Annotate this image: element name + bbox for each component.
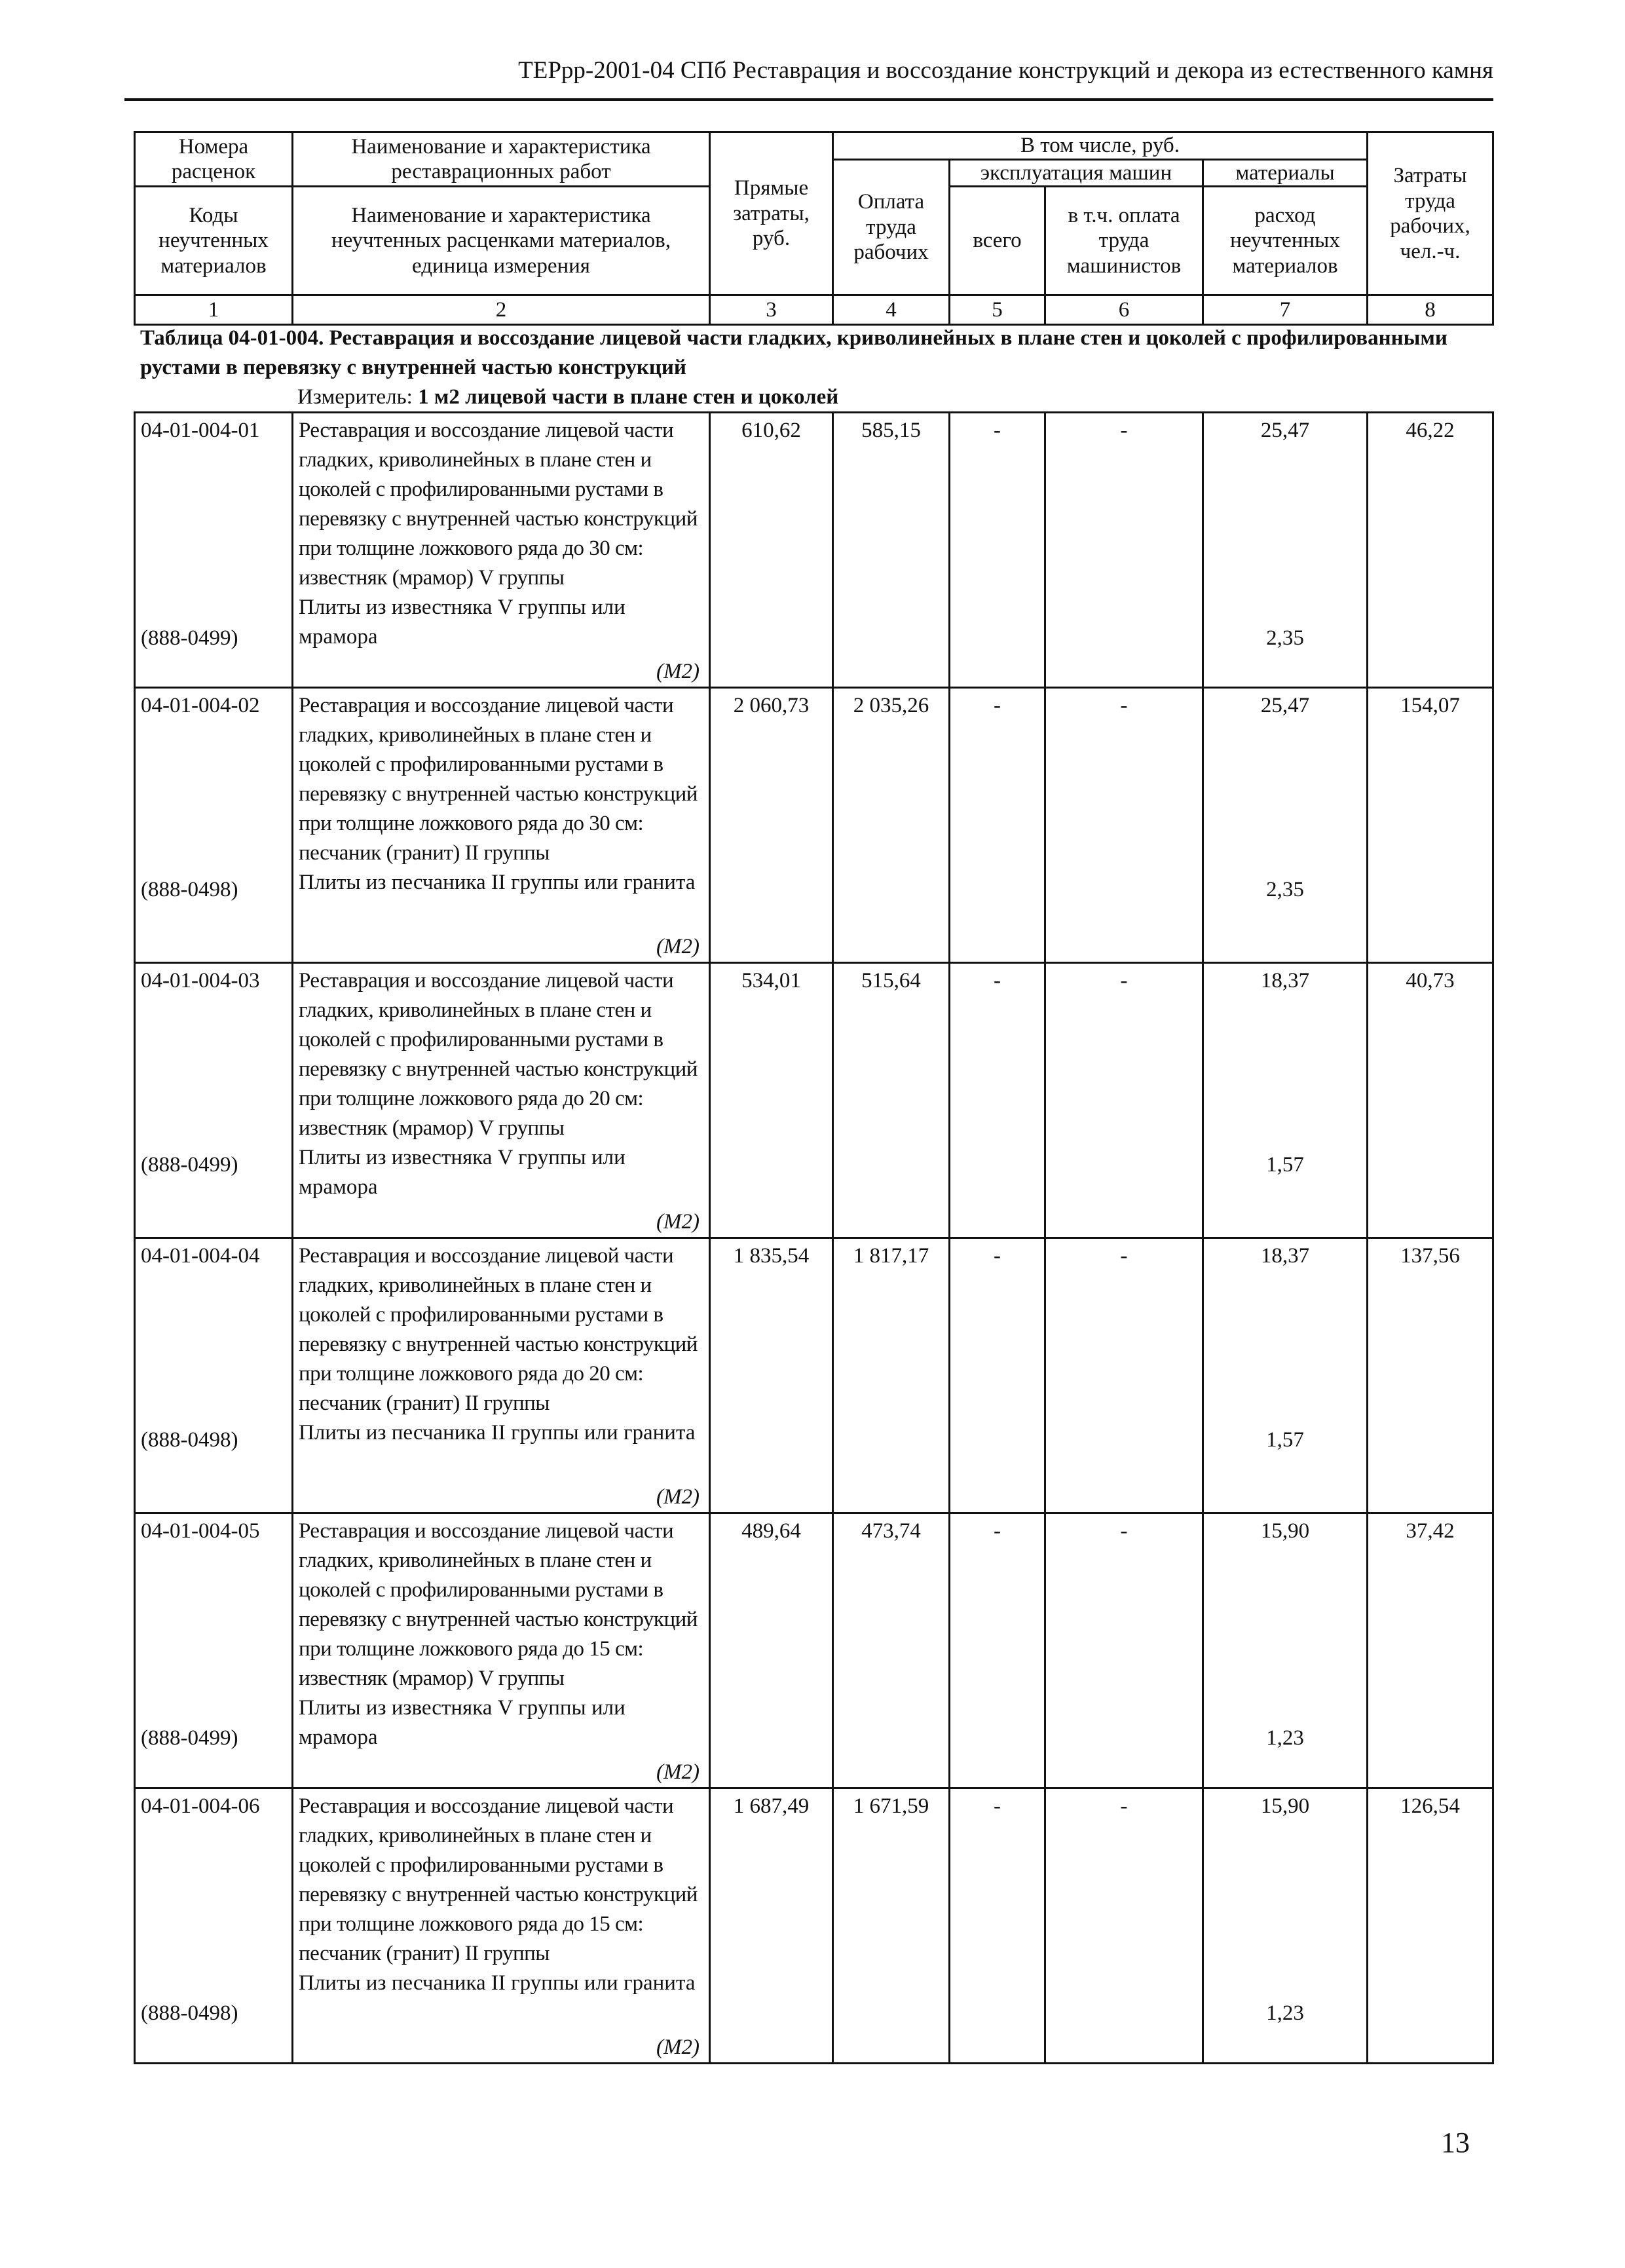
direct-costs: 534,01: [710, 963, 833, 1238]
table-row: [135, 1788, 1493, 2064]
labor-costs: 37,42: [1368, 1513, 1493, 1788]
unit-of-measure: (М2): [656, 2035, 700, 2059]
material-name: Плиты из песчаника II группы или гранита: [299, 1971, 696, 1995]
material-quantity: 2,35: [1266, 626, 1304, 650]
unit-of-measure: (М2): [656, 1210, 700, 1234]
material-code: (888-0498): [141, 1428, 238, 1452]
work-description: Реставрация и воссоздание лицевой части гладких, криволинейных в плане стен и цоколей с профилированными рустами в перевязку с внутренней частью конструкций при толщине ложкового ряда до 15 см: песчаник (гранит) II группы: [299, 1794, 698, 1965]
machinists-wages: -: [1045, 1238, 1203, 1513]
material-quantity: 1,57: [1266, 1428, 1304, 1452]
col-number: 5: [950, 295, 1045, 325]
description-cell: [293, 688, 710, 963]
table-row: [135, 413, 1493, 688]
labor-costs: 137,56: [1368, 1238, 1493, 1513]
code-cell: [135, 1788, 293, 2064]
worker-wages: 473,74: [833, 1513, 950, 1788]
machines-total: -: [950, 1513, 1045, 1788]
code-cell: [135, 688, 293, 963]
table-title: Таблица 04-01-004. Реставрация и воссоздание лицевой части гладких, криволинейных в плане стен и цоколей с профилированными рустами в перевязку с внутренней частью конструкций: [140, 326, 1448, 379]
table-row: [135, 688, 1493, 963]
header-labor: Затраты труда рабочих, чел.-ч.: [1368, 132, 1493, 295]
machinists-wages: -: [1045, 1513, 1203, 1788]
work-description: Реставрация и воссоздание лицевой части гладких, криволинейных в плане стен и цоколей с профилированными рустами в перевязку с внутренней частью конструкций при толщине ложкового ряда до 30 см: песчаник (гранит) II группы: [299, 694, 698, 865]
table-row: [135, 1238, 1493, 1513]
unit-of-measure: (М2): [656, 660, 700, 683]
code-cell: [135, 963, 293, 1238]
material-quantity: 1,23: [1266, 1726, 1304, 1750]
machines-total: -: [950, 1788, 1045, 2064]
work-description: Реставрация и воссоздание лицевой части гладких, криволинейных в плане стен и цоколей с профилированными рустами в перевязку с внутренней частью конструкций при толщине ложкового ряда до 20 см: известняк (мрамор) V группы: [299, 969, 698, 1140]
machinists-wages: -: [1045, 688, 1203, 963]
rate-code: 04-01-004-03: [141, 969, 260, 992]
work-description: Реставрация и воссоздание лицевой части гладких, криволинейных в плане стен и цоколей с профилированными рустами в перевязку с внутренней частью конструкций при толщине ложкового ряда до 30 см: известняк (мрамор) V группы: [299, 419, 698, 590]
material-code: (888-0498): [141, 878, 238, 901]
materials-cost: 25,47: [1260, 419, 1310, 442]
materials-cost: 25,47: [1260, 694, 1310, 717]
machinists-wages: -: [1045, 1788, 1203, 2064]
col-number: 1: [135, 295, 293, 325]
rate-code: 04-01-004-01: [141, 419, 260, 442]
header-rate-numbers: Номера расценок: [135, 132, 293, 187]
unit-of-measure: (М2): [656, 1760, 700, 1784]
materials-cell: [1203, 1513, 1368, 1788]
materials-cost: 18,37: [1260, 1244, 1310, 1268]
header-material-codes: Коды неучтенных материалов: [135, 187, 293, 295]
labor-costs: 154,07: [1368, 688, 1493, 963]
direct-costs: 2 060,73: [710, 688, 833, 963]
rate-code: 04-01-004-04: [141, 1244, 260, 1268]
worker-wages: 585,15: [833, 413, 950, 688]
header-material-name: Наименование и характеристика неучтенных расценками материалов, единица измерения: [293, 187, 710, 295]
header-direct-costs: Прямые затраты, руб.: [710, 132, 833, 295]
material-quantity: 1,57: [1266, 1153, 1304, 1177]
unit-of-measure: (М2): [656, 935, 700, 958]
machines-total: -: [950, 413, 1045, 688]
material-quantity: 1,23: [1266, 2001, 1304, 2025]
table-row: [135, 963, 1493, 1238]
rate-code: 04-01-004-05: [141, 1519, 260, 1543]
materials-cell: [1203, 963, 1368, 1238]
header-unaccounted-materials: расход неучтенных материалов: [1203, 187, 1368, 295]
table-row: [135, 1513, 1493, 1788]
code-cell: [135, 1513, 293, 1788]
materials-cell: [1203, 413, 1368, 688]
materials-cell: [1203, 1788, 1368, 2064]
machines-total: -: [950, 688, 1045, 963]
materials-cost: 18,37: [1260, 969, 1310, 992]
worker-wages: 1 817,17: [833, 1238, 950, 1513]
labor-costs: 40,73: [1368, 963, 1493, 1238]
header-wages: Оплата труда рабочих: [833, 159, 950, 295]
header-rule: [124, 98, 1493, 101]
material-quantity: 2,35: [1266, 878, 1304, 901]
work-description: Реставрация и воссоздание лицевой части гладких, криволинейных в плане стен и цоколей с профилированными рустами в перевязку с внутренней частью конструкций при толщине ложкового ряда до 15 см: известняк (мрамор) V группы: [299, 1519, 698, 1690]
direct-costs: 489,64: [710, 1513, 833, 1788]
labor-costs: 126,54: [1368, 1788, 1493, 2064]
description-cell: [293, 1788, 710, 2064]
materials-cost: 15,90: [1260, 1519, 1310, 1543]
description-cell: [293, 1238, 710, 1513]
measure-line: [140, 383, 1489, 412]
header-machines-total: всего: [950, 187, 1045, 295]
table-caption: [140, 324, 1489, 412]
unit-of-measure: (М2): [656, 1485, 700, 1509]
rates-table: [134, 411, 1494, 2064]
direct-costs: 610,62: [710, 413, 833, 688]
header-work-name: Наименование и характеристика реставрационных работ: [293, 132, 710, 187]
header-machinists-wages: в т.ч. оплата труда машинистов: [1045, 187, 1203, 295]
worker-wages: 2 035,26: [833, 688, 950, 963]
material-name: Плиты из известняка V группы или мрамора: [299, 1146, 626, 1199]
material-name: Плиты из песчаника II группы или гранита: [299, 871, 696, 894]
labor-costs: 46,22: [1368, 413, 1493, 688]
col-number: 8: [1368, 295, 1493, 325]
worker-wages: 515,64: [833, 963, 950, 1238]
col-number: 6: [1045, 295, 1203, 325]
material-name: Плиты из песчаника II группы или гранита: [299, 1421, 696, 1445]
running-head: ТЕРрр-2001-04 СПб Реставрация и воссоздание конструкций и декора из естественного камня: [518, 57, 1493, 84]
code-cell: [135, 413, 293, 688]
material-name: Плиты из известняка V группы или мрамора: [299, 595, 626, 649]
measure-label: Измеритель:: [297, 385, 413, 409]
description-cell: [293, 413, 710, 688]
material-name: Плиты из известняка V группы или мрамора: [299, 1696, 626, 1749]
col-number: 3: [710, 295, 833, 325]
worker-wages: 1 671,59: [833, 1788, 950, 2064]
col-number: 4: [833, 295, 950, 325]
material-code: (888-0499): [141, 1726, 238, 1750]
header-including: В том числе, руб.: [833, 132, 1368, 160]
code-cell: [135, 1238, 293, 1513]
column-header-table: [134, 131, 1494, 326]
direct-costs: 1 687,49: [710, 1788, 833, 2064]
header-materials: материалы: [1203, 159, 1368, 187]
material-code: (888-0499): [141, 1153, 238, 1177]
material-code: (888-0499): [141, 626, 238, 650]
material-code: (888-0498): [141, 2001, 238, 2025]
machinists-wages: -: [1045, 963, 1203, 1238]
work-description: Реставрация и воссоздание лицевой части гладких, криволинейных в плане стен и цоколей с профилированными рустами в перевязку с внутренней частью конструкций при толщине ложкового ряда до 20 см: песчаник (гранит) II группы: [299, 1244, 698, 1415]
col-number: 2: [293, 295, 710, 325]
direct-costs: 1 835,54: [710, 1238, 833, 1513]
page-number: 13: [1441, 2126, 1470, 2159]
materials-cell: [1203, 1238, 1368, 1513]
materials-cost: 15,90: [1260, 1794, 1310, 1818]
description-cell: [293, 1513, 710, 1788]
machines-total: -: [950, 1238, 1045, 1513]
materials-cell: [1203, 688, 1368, 963]
machines-total: -: [950, 963, 1045, 1238]
description-cell: [293, 963, 710, 1238]
col-number: 7: [1203, 295, 1368, 325]
rate-code: 04-01-004-02: [141, 694, 260, 717]
measure-value: 1 м2 лицевой части в плане стен и цоколей: [418, 385, 839, 409]
rate-code: 04-01-004-06: [141, 1794, 260, 1818]
machinists-wages: -: [1045, 413, 1203, 688]
header-machines: эксплуатация машин: [950, 159, 1203, 187]
